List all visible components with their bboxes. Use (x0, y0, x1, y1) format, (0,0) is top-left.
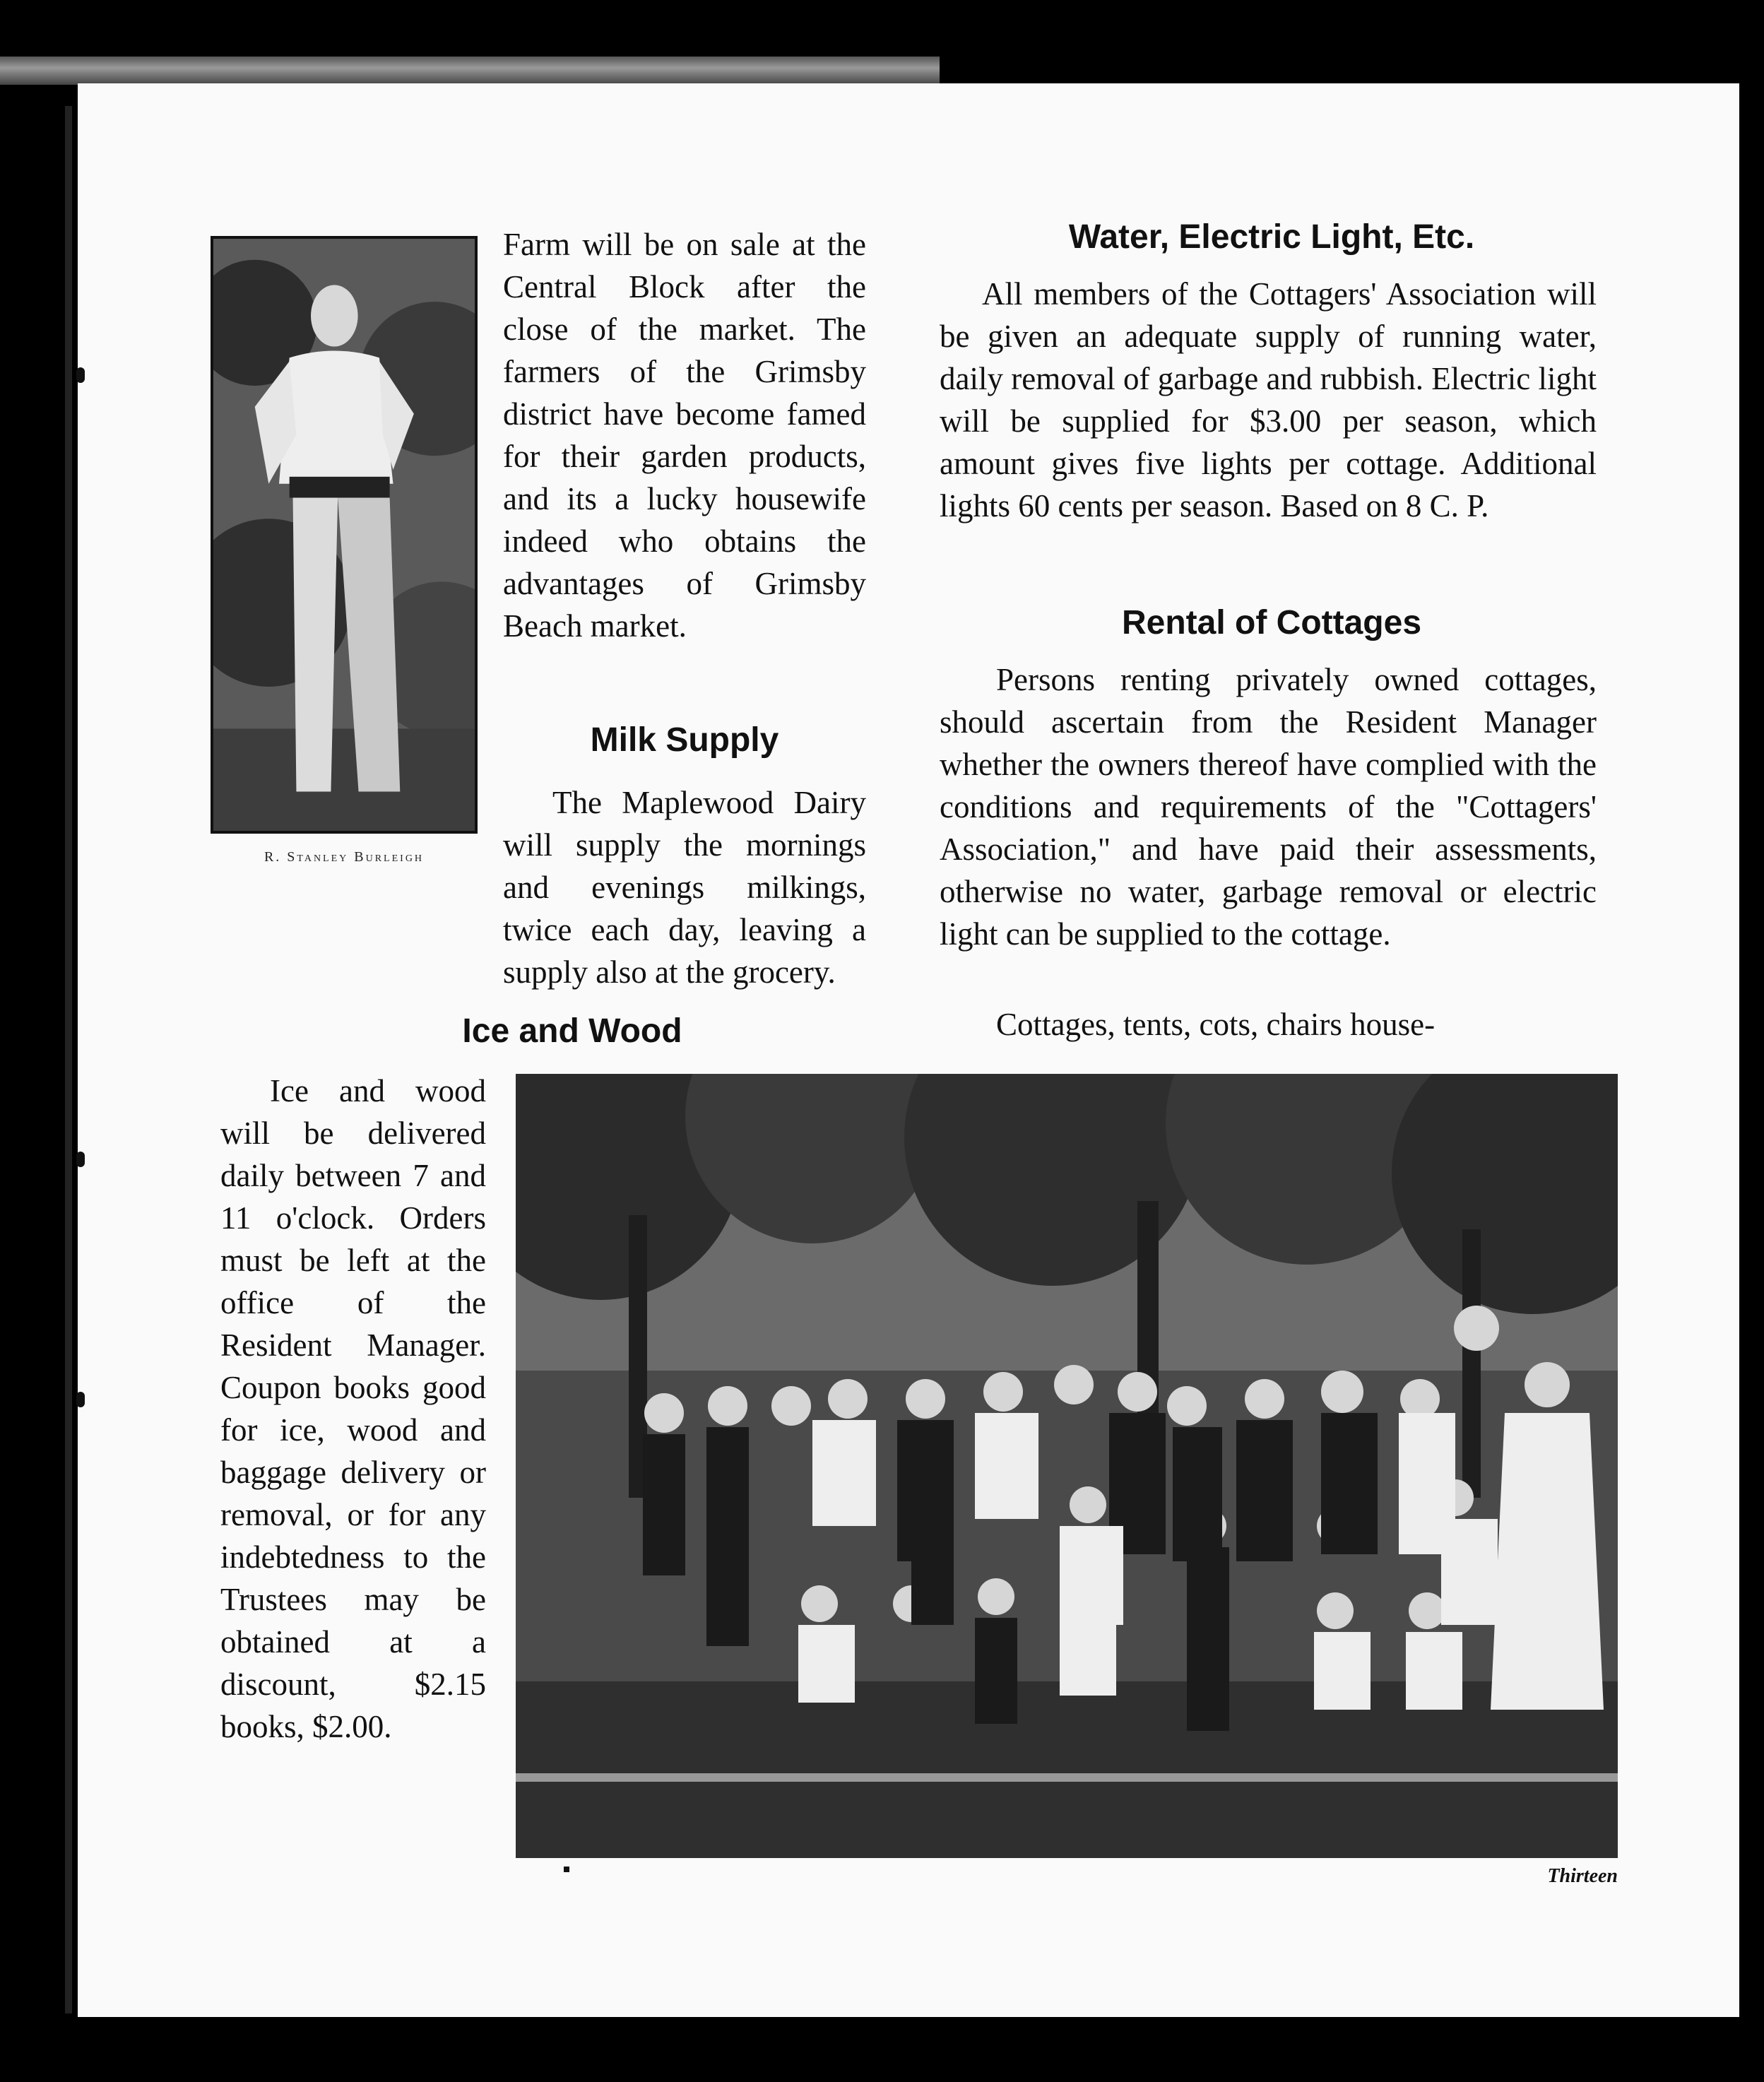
margin-mark (76, 367, 85, 383)
ice-wood-heading: Ice and Wood (462, 1012, 682, 1050)
milk-supply-heading: Milk Supply (590, 721, 779, 759)
page-gutter (65, 106, 72, 2013)
print-speck (564, 1867, 569, 1872)
rental-paragraph: Persons renting privately owned cottages, should ascertain from the Resident Manager whether the owners thereof have complied with the conditions and requirements of the "Cottagers' Association," and have paid their assessments, otherwise no water, garbage removal or electric light can be supplied to the cottage. (940, 662, 1597, 952)
margin-mark (76, 1392, 85, 1407)
milk-paragraph-top (503, 781, 866, 993)
water-paragraph: All members of the Cottagers' Association will be given an adequate supply of running water, daily removal of garbage and rubbish. Electric light will be supplied for $3.00 per season, which amount gives five lights per cottage. Additional lights 60 cents per season. Based on 8 C. P. (940, 276, 1597, 524)
milk-paragraph: The Maplewood Dairy will supply the mornings and evenings milkings, twice each day, leaving a supply also at the grocery. (503, 785, 866, 990)
group-photo (516, 1074, 1618, 1858)
portrait-photo (211, 236, 478, 834)
binding-strip (0, 57, 940, 85)
water-heading: Water, Electric Light, Etc. (1068, 218, 1475, 256)
page-number: Thirteen (1547, 1865, 1618, 1887)
scan-border (0, 2017, 1764, 2082)
cottages-paragraph: Cottages, tents, cots, chairs house- (996, 1007, 1436, 1042)
market-paragraph: Farm will be on sale at the Central Block after the close of the market. The farmers of the Grimsby district have become famed for their garden products, and its a lucky housewife indeed who obtains the advantages of Grimsby Beach market. (503, 227, 866, 644)
margin-mark (76, 1152, 85, 1167)
rental-heading: Rental of Cottages (1121, 604, 1422, 641)
portrait-caption: R. Stanley Burleigh (264, 849, 425, 865)
ice-paragraph: Ice and wood will be delivered daily between 7 and 11 o'clock. Orders must be left at the office of the Resident Manager. Coupon books good for ice, wood and baggage delivery or removal, or for any indebtedness to the Trustees may be obtained at a discount, $2.15 books, $2.00. (220, 1073, 486, 1744)
